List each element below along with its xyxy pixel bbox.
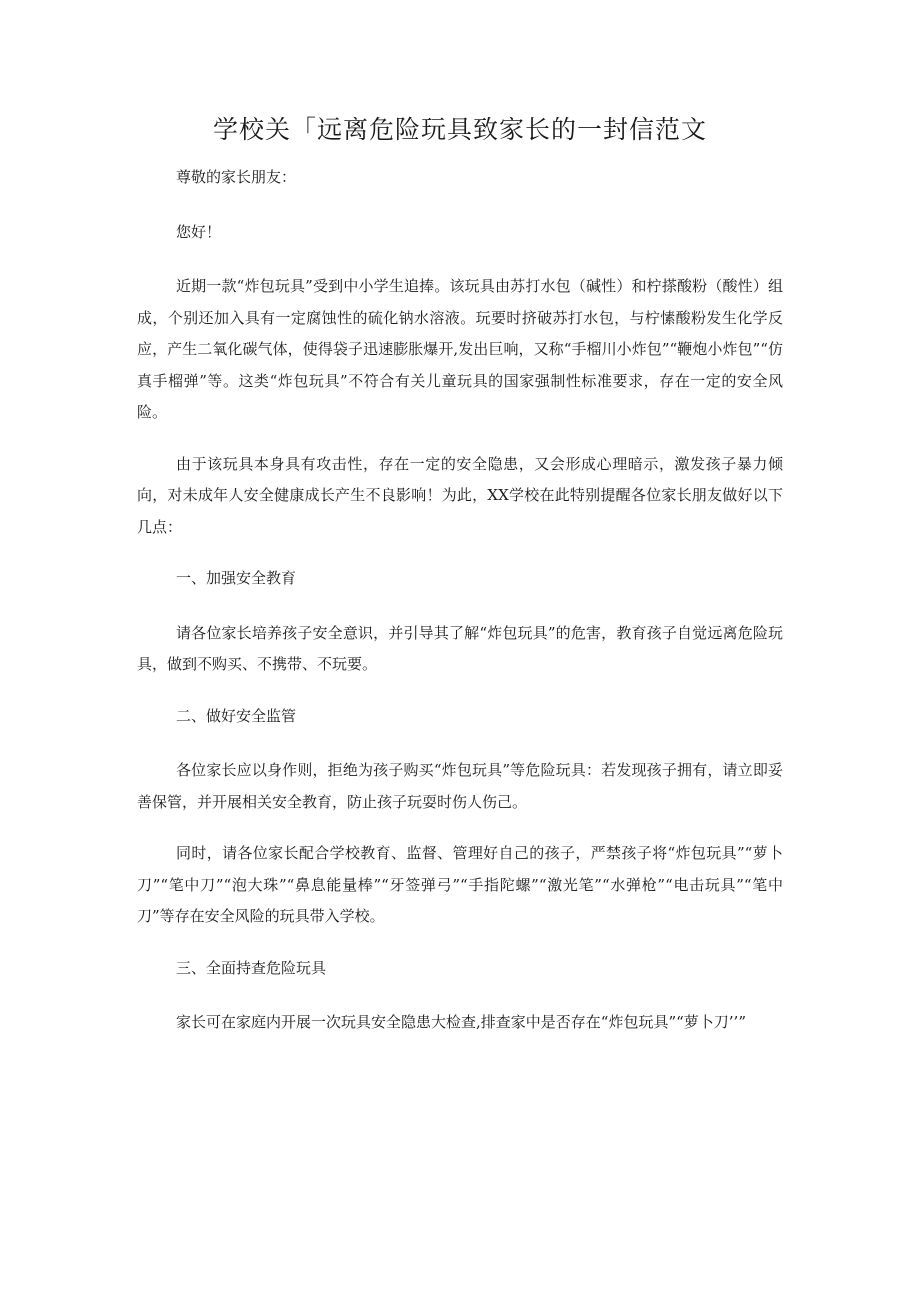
paragraph-risk: 由于该玩具本身具有攻击性，存在一定的安全隐患，又会形成心理暗示，激发孩子暴力倾向，对未成年人安全健康成长产生不良影响！为此，XX学校在此特别提醒各位家长朋友做好以下几点： xyxy=(137,454,783,536)
salutation: 尊敬的家长朋友： xyxy=(176,168,297,186)
paragraph-section-2a: 各位家长应以身作则，拒绝为孩子购买“炸包玩具”等危险玩具：若发现孩子拥有，请立即妥善保管，并开展相关安全教育，防止孩子玩耍时伤人伤己。 xyxy=(137,761,783,811)
paragraph-section-2b: 同时，请各位家长配合学校教育、监督、管理好自己的孩子，严禁孩子将“炸包玩具”“萝卜刀”“笔中刀”“泡大珠”“鼻息能量棒”“牙签弹弓”“手指陀螺”“激光笔”“水弹枪”“电击玩具”“笔中刀”等存在安全风险的玩具带入学校。 xyxy=(137,844,783,925)
paragraph-intro: 近期一款“炸包玩具”受到中小学生追捧。该玩具由苏打水包（碱性）和柠搽酸粉（酸性）组成，个别还加入具有一定腐蚀性的硫化钠水溶液。玩要时挤破苏打水包，与柠愫酸粉发生化学反应，产生二氧化碳气体，使得袋子迅速膨胀爆开,发出巨响，又称“手榴川小炸包”“鞭炮小炸包”“仿真手榴弹”等。这类“炸包玩具”不符合有关儿童玩具的国家强制性标准要求，存在一定的安全风险。 xyxy=(137,277,783,421)
letter-body xyxy=(137,162,783,1059)
paragraph-section-1: 请各位家长培养孩子安全意识，并引导其了解“炸包玩具”的危害，教育孩子自觉远离危险玩具，做到不购买、不携带、不玩要。 xyxy=(137,623,783,673)
section-heading-2: 二、做好安全监管 xyxy=(176,706,297,725)
document-title: 学校关「远离危险玩具致家长的一封信范文 xyxy=(212,115,707,144)
greeting: 您好！ xyxy=(176,222,222,241)
paragraph-section-3: 家长可在家庭内开展一次玩具安全隐患大检查,排查家中是否存在“炸包玩具”“萝卜刀’’” xyxy=(176,1013,746,1031)
section-heading-1: 一、加强安全教育 xyxy=(176,569,297,587)
section-heading-3: 三、全面持查危险玩具 xyxy=(176,958,327,977)
